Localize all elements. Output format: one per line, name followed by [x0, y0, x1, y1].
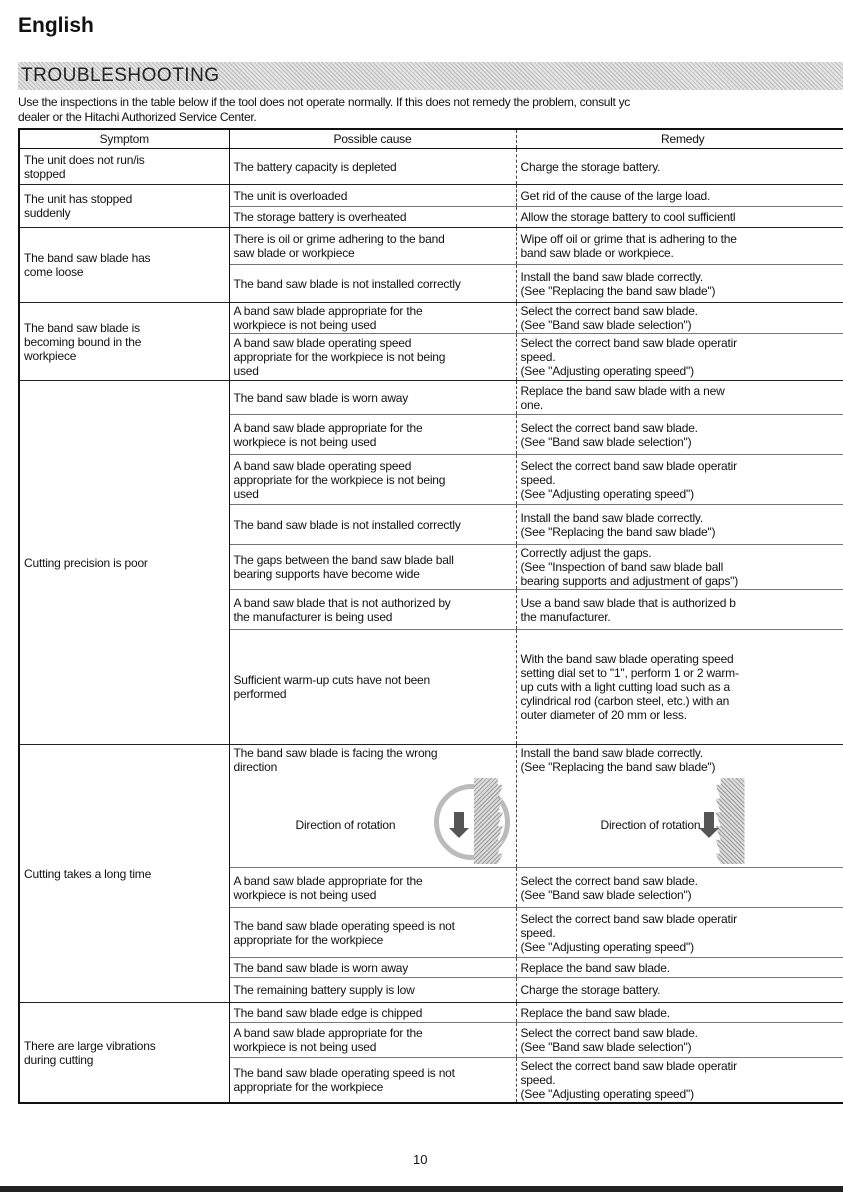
section-title: TROUBLESHOOTING	[21, 65, 220, 86]
remedy-cell	[516, 1058, 843, 1104]
cause-text: The gaps between the band saw blade ball bearing supports have become wide	[233, 553, 454, 581]
cause-cell	[229, 1058, 516, 1104]
cause-cell	[229, 228, 516, 265]
remedy-text: Charge the storage battery.	[520, 983, 661, 997]
cause-text: There is oil or grime adhering to the band saw blade or workpiece	[233, 232, 445, 260]
cause-cell	[229, 868, 516, 908]
cause-cell	[229, 415, 516, 455]
intro-line: dealer or the Hitachi Authorized Service Center.	[18, 110, 257, 124]
arrow-down-icon	[454, 812, 464, 828]
cause-cell	[229, 334, 516, 381]
header-symptom: Symptom	[19, 129, 229, 149]
diagram-label: Direction of rotation	[600, 818, 701, 832]
cause-cell	[229, 185, 516, 207]
cause-cell	[229, 381, 516, 415]
cause-text: A band saw blade appropriate for the workpiece is not being used	[233, 304, 423, 332]
cause-cell	[229, 745, 516, 868]
remedy-cell	[516, 908, 843, 958]
cause-text: A band saw blade that is not authorized by the manufacturer is being used	[233, 595, 451, 624]
remedy-text: Wipe off oil or grime that is adhering to the band saw blade or workpiece.	[520, 232, 737, 260]
symptom-cell: The band saw blade is becoming bound in the workpiece	[19, 303, 229, 381]
remedy-text: Allow the storage battery to cool sufficientl	[520, 210, 736, 224]
remedy-cell	[516, 381, 843, 415]
section-banner	[18, 62, 843, 90]
remedy-text: Install the band saw blade correctly. (See "Replacing the band saw blade")	[520, 510, 716, 539]
remedy-cell	[516, 207, 843, 228]
remedy-cell	[516, 1003, 843, 1023]
remedy-cell	[516, 1023, 843, 1058]
page-number: 10	[413, 1152, 428, 1167]
remedy-cell	[516, 185, 843, 207]
remedy-text: Select the correct band saw blade. (See "Band saw blade selection")	[520, 304, 698, 332]
symptom-cell: The unit does not run/is stopped	[19, 149, 229, 185]
cause-cell	[229, 455, 516, 505]
cause-cell	[229, 908, 516, 958]
cause-text: The battery capacity is depleted	[233, 159, 397, 174]
saw-blade-icon	[711, 778, 745, 864]
remedy-text: Select the correct band saw blade. (See "Band saw blade selection")	[520, 420, 698, 449]
cause-cell	[229, 207, 516, 228]
cause-cell	[229, 303, 516, 334]
remedy-cell	[516, 149, 843, 185]
language-heading: English	[18, 14, 94, 37]
table-header-row	[19, 129, 843, 149]
intro-line: Use the inspections in the table below if the tool does not operate normally. If this does not remedy the problem, consult yc	[18, 95, 630, 109]
cause-text: A band saw blade appropriate for the workpiece is not being used	[233, 873, 423, 902]
symptom-cell: The band saw blade has come loose	[19, 228, 229, 303]
remedy-text: Select the correct band saw blade operatir speed. (See "Adjusting operating speed")	[520, 336, 737, 378]
intro-text	[18, 95, 843, 125]
remedy-cell	[516, 745, 843, 868]
remedy-cell	[516, 415, 843, 455]
remedy-cell	[516, 228, 843, 265]
cause-cell	[229, 978, 516, 1003]
cause-cell	[229, 1023, 516, 1058]
cause-text: A band saw blade operating speed appropriate for the workpiece is not being used	[233, 336, 446, 378]
remedy-cell	[516, 334, 843, 381]
arrow-down-icon	[704, 812, 714, 828]
table-row	[19, 1003, 843, 1023]
cause-text: The band saw blade is worn away	[233, 960, 409, 975]
symptom-cell: Cutting precision is poor	[19, 381, 229, 745]
cause-text: The band saw blade operating speed is not appropriate for the workpiece	[233, 918, 455, 947]
cause-text: The band saw blade is worn away	[233, 390, 409, 405]
table-row	[19, 381, 843, 415]
cause-text: The band saw blade is not installed correctly	[233, 276, 461, 291]
remedy-text: Install the band saw blade correctly. (See "Replacing the band saw blade")	[520, 269, 716, 298]
cause-cell	[229, 958, 516, 978]
remedy-cell	[516, 630, 843, 745]
cause-text: A band saw blade operating speed appropriate for the workpiece is not being used	[233, 458, 446, 501]
cause-text: The band saw blade is facing the wrong direction	[233, 746, 438, 774]
remedy-text: Charge the storage battery.	[520, 159, 661, 174]
remedy-cell	[516, 265, 843, 303]
cause-text: A band saw blade appropriate for the workpiece is not being used	[233, 1026, 423, 1054]
correct-direction-diagram	[521, 778, 843, 866]
symptom-cell: Cutting takes a long time	[19, 745, 229, 1003]
remedy-text: Select the correct band saw blade operatir speed. (See "Adjusting operating speed")	[520, 1059, 737, 1101]
cause-text: The remaining battery supply is low	[233, 983, 415, 997]
cause-cell	[229, 590, 516, 630]
cause-text: The storage battery is overheated	[233, 210, 407, 224]
remedy-text: Correctly adjust the gaps. (See "Inspection of band saw blade ball bearing supports and adjustment of gaps")	[520, 546, 739, 588]
remedy-text: Use a band saw blade that is authorized b the manufacturer.	[520, 595, 736, 624]
cause-cell	[229, 1003, 516, 1023]
remedy-cell	[516, 545, 843, 590]
table-row	[19, 303, 843, 334]
remedy-text: Get rid of the cause of the large load.	[520, 188, 711, 203]
cause-cell	[229, 149, 516, 185]
table-row	[19, 149, 843, 185]
remedy-cell	[516, 868, 843, 908]
remedy-cell	[516, 455, 843, 505]
cause-cell	[229, 545, 516, 590]
remedy-cell	[516, 978, 843, 1003]
remedy-cell	[516, 590, 843, 630]
cause-text: The band saw blade is not installed correctly	[233, 517, 461, 532]
cause-text: A band saw blade appropriate for the workpiece is not being used	[233, 420, 423, 449]
table-row	[19, 745, 843, 868]
wrong-direction-diagram	[234, 778, 512, 866]
remedy-cell	[516, 505, 843, 545]
symptom-cell: There are large vibrations during cutting	[19, 1003, 229, 1104]
page-edge	[0, 1186, 843, 1192]
diagram-label: Direction of rotation	[295, 818, 396, 832]
remedy-text: Replace the band saw blade with a new one.	[520, 383, 725, 412]
cause-cell	[229, 505, 516, 545]
remedy-text: Select the correct band saw blade operatir speed. (See "Adjusting operating speed")	[520, 458, 737, 501]
remedy-text: Select the correct band saw blade. (See "Band saw blade selection")	[520, 1026, 698, 1054]
table-row	[19, 228, 843, 265]
cause-text: Sufficient warm-up cuts have not been performed	[233, 673, 430, 701]
remedy-text: Replace the band saw blade.	[520, 1005, 670, 1020]
header-cause: Possible cause	[229, 129, 516, 149]
table-row	[19, 185, 843, 207]
cause-cell	[229, 265, 516, 303]
remedy-text: With the band saw blade operating speed setting dial set to "1", perform 1 or 2 warm- up cuts with a light cutting load such as a cylindrical rod (carbon steel, etc.) with an outer diameter of 20 mm or less.	[520, 652, 739, 722]
cause-text: The unit is overloaded	[233, 188, 348, 203]
remedy-text: Select the correct band saw blade operatir speed. (See "Adjusting operating speed")	[520, 911, 737, 954]
header-remedy: Remedy	[516, 129, 843, 149]
troubleshooting-table	[18, 128, 843, 1104]
remedy-cell	[516, 958, 843, 978]
remedy-text: Select the correct band saw blade. (See "Band saw blade selection")	[520, 873, 698, 902]
cause-text: The band saw blade operating speed is not appropriate for the workpiece	[233, 1066, 455, 1094]
remedy-text: Install the band saw blade correctly. (See "Replacing the band saw blade")	[520, 746, 716, 774]
symptom-cell: The unit has stopped suddenly	[19, 185, 229, 228]
cause-text: The band saw blade edge is chipped	[233, 1005, 423, 1020]
remedy-cell	[516, 303, 843, 334]
remedy-text: Replace the band saw blade.	[520, 960, 670, 975]
cause-cell	[229, 630, 516, 745]
